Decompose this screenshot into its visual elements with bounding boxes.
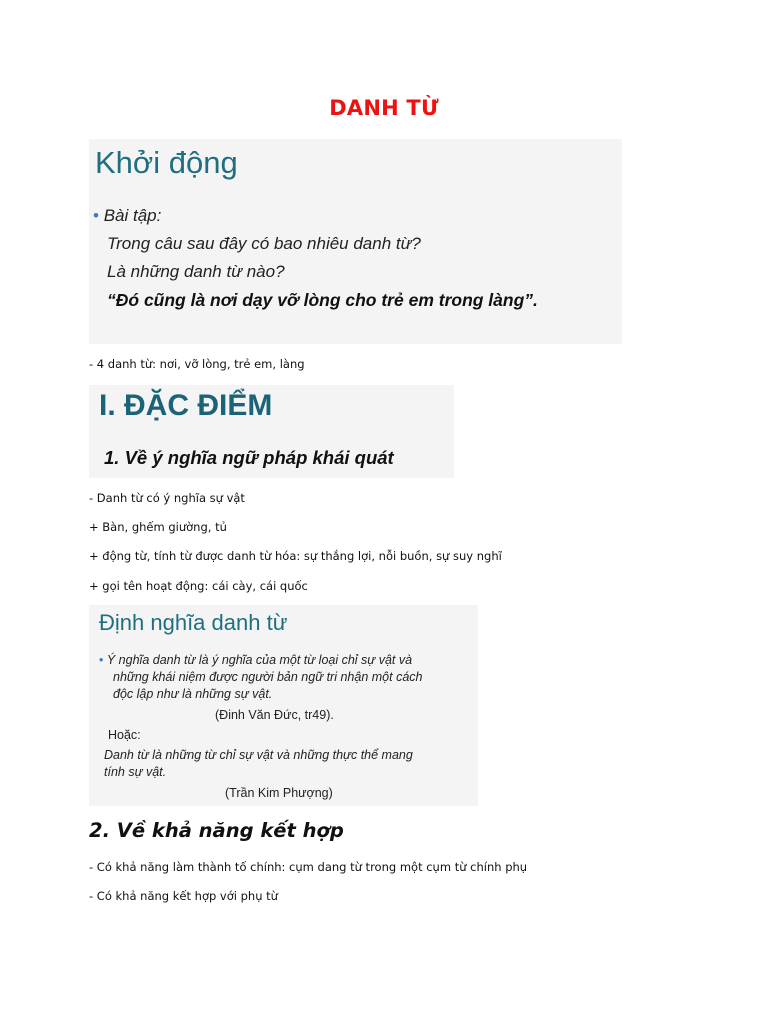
definition-1-line-1-text: Ý nghĩa danh từ là ý nghĩa của một từ loại chỉ sự vật và (106, 653, 413, 667)
slide-image-dinh-nghia (89, 605, 478, 806)
definition-1-line-3: độc lập như là những sự vật. (113, 687, 273, 701)
definition-1-line-1 (99, 653, 412, 667)
exercise-label-text: Bài tập: (103, 206, 162, 225)
point-4: + gọi tên hoạt động: cái cày, cái quốc (89, 579, 308, 593)
slide-heading: Khởi động (95, 145, 238, 180)
definition-1-line-2: những khái niệm được người bản ngữ tri nhận một cách (113, 670, 423, 684)
point-1: - Danh từ có ý nghĩa sự vật (89, 491, 245, 505)
definition-2-line-1: Danh từ là những từ chỉ sự vật và những thực thể mang (104, 748, 413, 762)
bullet-icon: • (99, 653, 104, 667)
slide-image-khoi-dong (89, 139, 622, 344)
question-line-2: Là những danh từ nào? (107, 262, 285, 281)
document-title: DANH TỪ (329, 96, 439, 120)
question-line-1: Trong câu sau đây có bao nhiêu danh từ? (107, 234, 421, 253)
section-2-heading: 2. Về khả năng kết hợp (89, 819, 344, 842)
bullet-icon: • (93, 206, 99, 225)
definition-2-line-2: tính sự vật. (104, 765, 167, 779)
point-2: + Bàn, ghếm giường, tủ (89, 520, 227, 534)
answer-text: - 4 danh từ: nơi, vỡ lòng, trẻ em, làng (89, 357, 305, 371)
citation-2: (Trần Kim Phượng) (225, 786, 333, 800)
point-3: + động từ, tính từ được danh từ hóa: sự thắng lợi, nỗi buồn, sự suy nghĩ (89, 549, 502, 563)
example-quote: “Đó cũng là nơi dạy vỡ lòng cho trẻ em trong làng”. (107, 290, 538, 310)
citation-1: (Đinh Văn Đức, tr49). (215, 708, 334, 722)
exercise-label (93, 206, 161, 226)
definition-heading: Định nghĩa danh từ (99, 610, 288, 635)
or-label: Hoặc: (108, 728, 141, 742)
section-subheading: 1. Về ý nghĩa ngữ pháp khái quát (104, 447, 394, 468)
point-6: - Có khả năng kết hợp với phụ từ (89, 889, 278, 903)
slide-image-dac-diem (89, 385, 454, 478)
section-heading: I. ĐẶC ĐIỂM (99, 389, 273, 422)
point-5: - Có khả năng làm thành tố chính: cụm dang từ trong một cụm từ chính phụ (89, 860, 528, 874)
